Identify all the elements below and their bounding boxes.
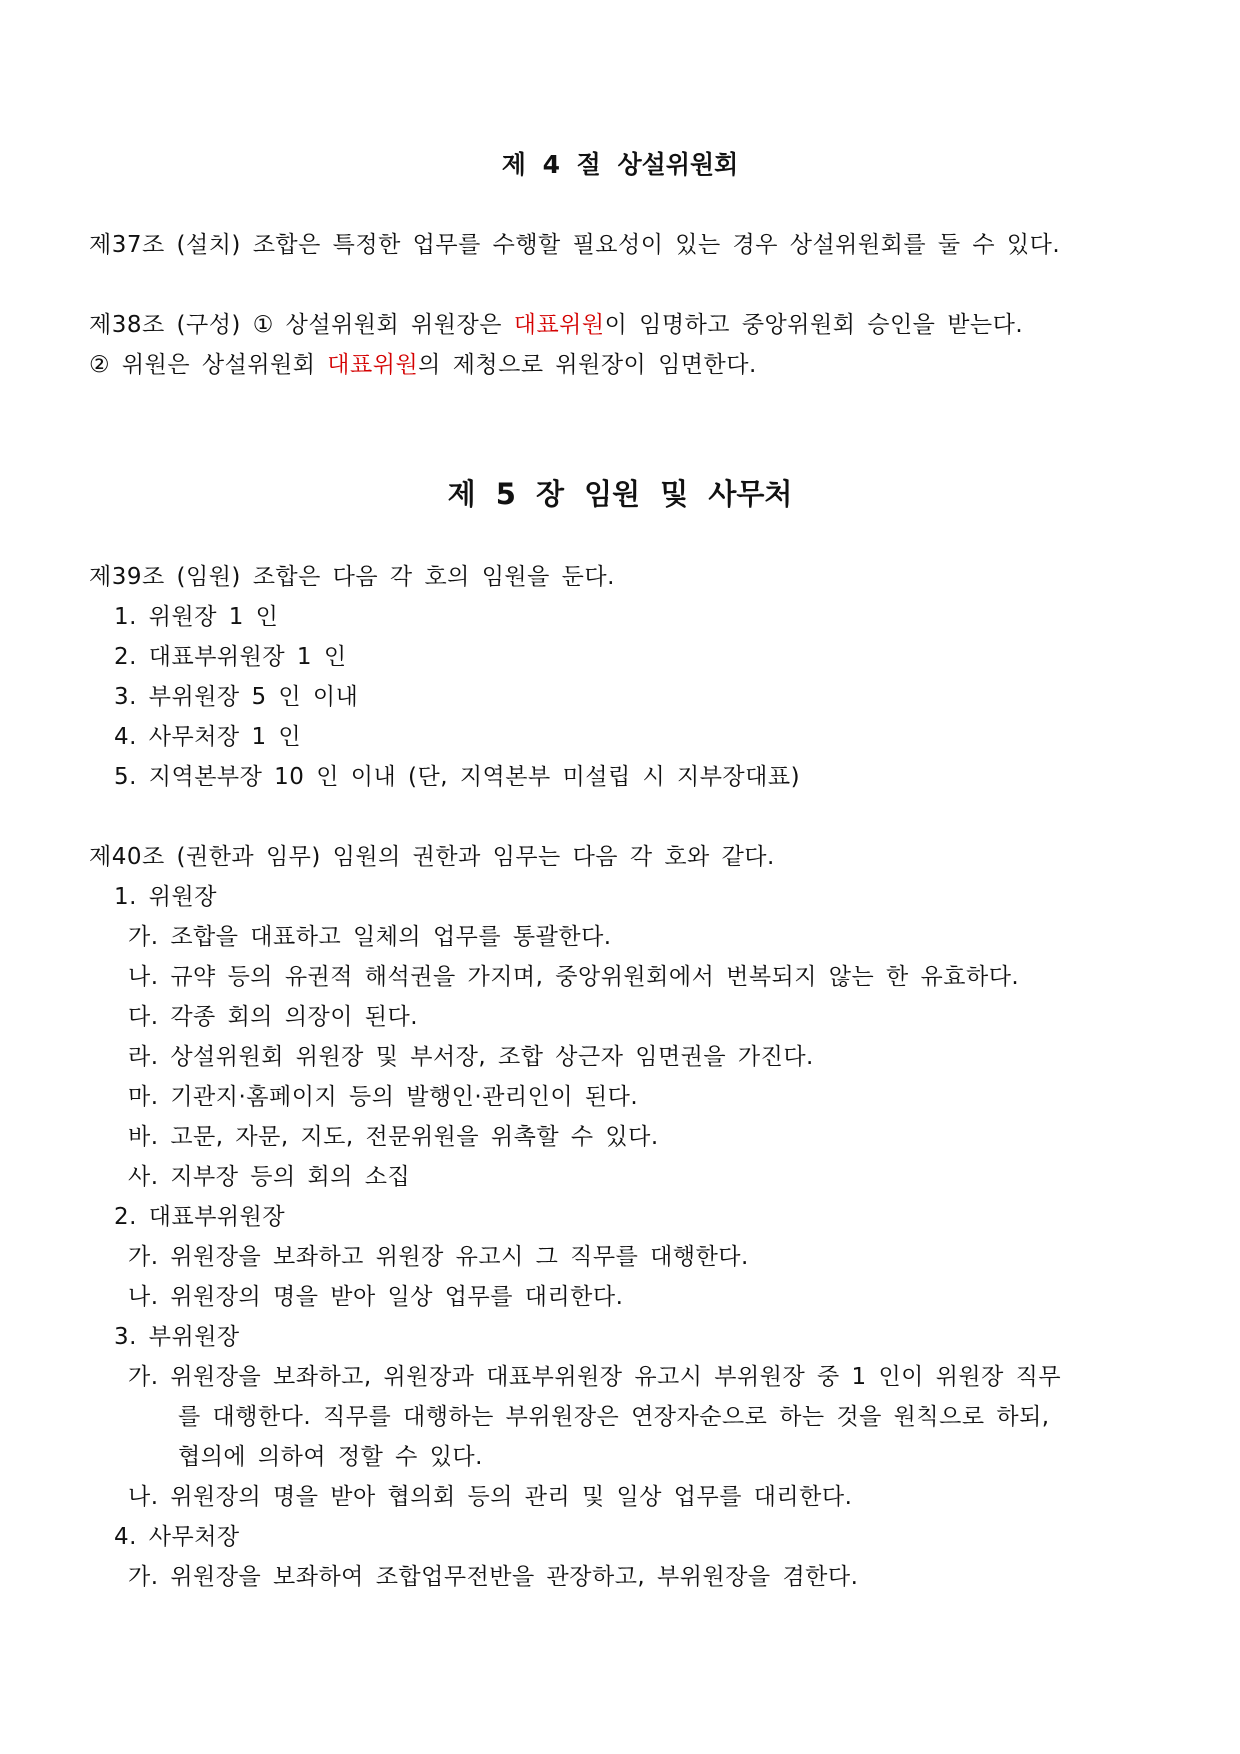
article-40-intro: 제40조 (권한과 임무) 임원의 권한과 임무는 다음 각 호와 같다. bbox=[89, 844, 775, 870]
list-item: 가. 위원장을 보좌하고 위원장 유고시 그 직무를 대행한다. bbox=[128, 1244, 749, 1270]
list-item: 가. 위원장을 보좌하고, 위원장과 대표부위원장 유고시 부위원장 중 1 인이 위원장 직무 bbox=[128, 1364, 1062, 1390]
subsection-title: 4. 사무처장 bbox=[114, 1524, 240, 1550]
list-item-continuation: 협의에 의하여 정할 수 있다. bbox=[178, 1444, 483, 1470]
list-item: 사. 지부장 등의 회의 소집 bbox=[128, 1164, 411, 1190]
list-item: 나. 규약 등의 유권적 해석권을 가지며, 중앙위원회에서 번복되지 않는 한 유효하다. bbox=[128, 964, 1020, 990]
list-item: 나. 위원장의 명을 받아 일상 업무를 대리한다. bbox=[128, 1284, 624, 1310]
article-38-p2-text-end: 의 제청으로 위원장이 임면한다. bbox=[418, 352, 757, 378]
highlight-representative: 대표위원 bbox=[327, 352, 419, 378]
list-item: 마. 기관지·홈페이지 등의 발행인·관리인이 된다. bbox=[128, 1084, 639, 1110]
article-38-para-2 bbox=[89, 350, 757, 380]
section-heading: 제 4 절 상설위원회 bbox=[501, 150, 739, 179]
article-38-p1-text: 제38조 (구성) ① 상설위원회 위원장은 bbox=[89, 312, 514, 338]
subsection-title: 2. 대표부위원장 bbox=[114, 1204, 286, 1230]
highlight-representative: 대표위원 bbox=[513, 312, 605, 338]
list-item: 가. 위원장을 보좌하여 조합업무전반을 관장하고, 부위원장을 겸한다. bbox=[128, 1564, 859, 1590]
list-item: 나. 위원장의 명을 받아 협의회 등의 관리 및 일상 업무를 대리한다. bbox=[128, 1484, 853, 1510]
article-39-intro: 제39조 (임원) 조합은 다음 각 호의 임원을 둔다. bbox=[89, 564, 615, 590]
list-item: 가. 조합을 대표하고 일체의 업무를 통괄한다. bbox=[128, 924, 612, 950]
list-item: 다. 각종 회의 의장이 된다. bbox=[128, 1004, 419, 1030]
list-item: 1. 위원장 1 인 bbox=[114, 604, 279, 630]
list-item: 5. 지역본부장 10 인 이내 (단, 지역본부 미설립 시 지부장대표) bbox=[114, 764, 801, 790]
article-38-para-1 bbox=[89, 310, 1023, 340]
list-item-continuation: 를 대행한다. 직무를 대행하는 부위원장은 연장자순으로 하는 것을 원칙으로 하되, bbox=[178, 1404, 1050, 1430]
chapter-heading: 제 5 장 임원 및 사무처 bbox=[447, 477, 793, 511]
list-item: 3. 부위원장 5 인 이내 bbox=[114, 684, 359, 710]
list-item: 바. 고문, 자문, 지도, 전문위원을 위촉할 수 있다. bbox=[128, 1124, 659, 1150]
subsection-title: 3. 부위원장 bbox=[114, 1324, 240, 1350]
list-item: 라. 상설위원회 위원장 및 부서장, 조합 상근자 임면권을 가진다. bbox=[128, 1044, 814, 1070]
article-37: 제37조 (설치) 조합은 특정한 업무를 수행할 필요성이 있는 경우 상설위원회를 둘 수 있다. bbox=[89, 232, 1061, 258]
list-item: 2. 대표부위원장 1 인 bbox=[114, 644, 347, 670]
article-38-p2-text: ② 위원은 상설위원회 bbox=[89, 352, 328, 378]
list-item: 4. 사무처장 1 인 bbox=[114, 724, 302, 750]
article-38-p1-text-end: 이 임명하고 중앙위원회 승인을 받는다. bbox=[604, 312, 1024, 338]
subsection-title: 1. 위원장 bbox=[114, 884, 217, 910]
